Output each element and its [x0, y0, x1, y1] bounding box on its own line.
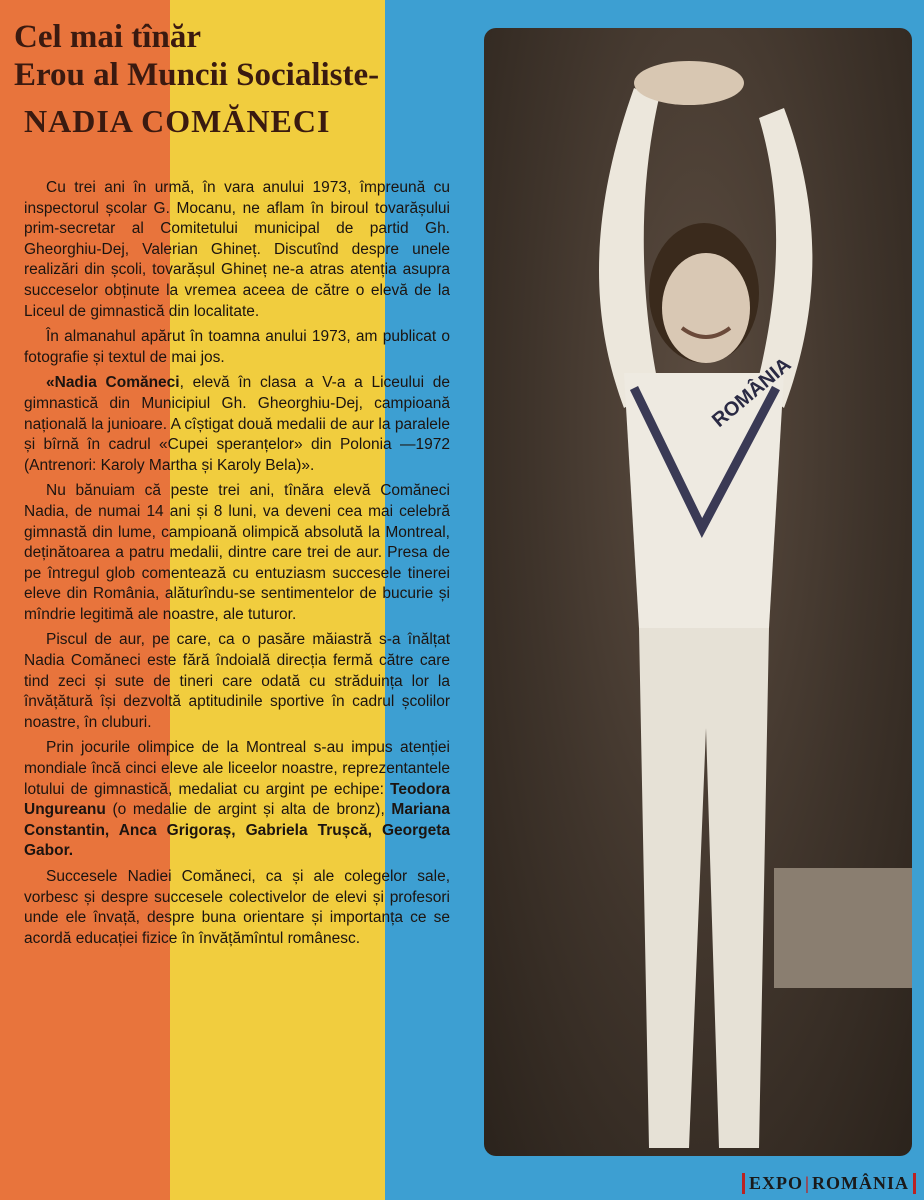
headline-name: NADIA COMĂNECI [24, 103, 331, 139]
paragraph-3-rest: , elevă în clasa a V-a a Liceului de gimnastică din Municipiul Gh. Gheorghiu-Dej, campioană națională la junioare. A cîștigat două medalii de aur la paralele și bîrnă în cadrul «Cupei speranțelor» din Polonia —1972 (Antrenori: Karoly Martha și Karoly Bela)». [24, 374, 450, 474]
paragraph-7: Succesele Nadiei Comăneci, ca și ale colegelor sale, vorbesc și despre succesele colectivelor de elevi și profesori unde ele învață, despre buna orientare și importanța ce se acordă educației fizice în învățămîntul românesc. [24, 868, 450, 947]
face [662, 253, 750, 363]
trousers [639, 628, 769, 1148]
paragraph-6-names: Mariana Constantin, Anca Grigoraș, Gabriela Trușcă, Georgeta Gabor. [24, 801, 450, 860]
logo-part-2: ROMÂNIA [812, 1173, 909, 1193]
logo-part-1: EXPO [749, 1173, 804, 1193]
paragraph-3-bold: «Nadia Comăneci [46, 374, 180, 392]
paragraph-6-mid: (o medalie de argint și alta de bronz), [105, 801, 392, 819]
paragraph-3 [24, 373, 450, 476]
gymnast-figure [484, 28, 912, 1156]
podium-block [774, 868, 912, 988]
hands [634, 61, 744, 105]
paragraph-4: Nu bănuiam că peste trei ani, tînăra elevă Comăneci Nadia, de numai 14 ani și 8 luni, va deveni cea mai celebră gimnastă din lume, campioană olimpică absolută la Montreal, deținătoarea a patru medalii, dintre care trei de aur. Presa de pe întregul glob comentează cu entuziasm succesele tinerei eleve din România, alăturîndu-se sentimentelor de bucurie și mîndrie legitimă ale noastre, ale tuturor. [24, 482, 450, 623]
paragraph-5: Piscul de aur, pe care, ca o pasăre măiastră s-a înălțat Nadia Comăneci este fără îndoială direcția fermă către care tind zeci și sute de tineri care odată cu străduința lor la învățătură își dezvoltă aptitudinile sportive în cadrul școlilor noastre, în cluburi. [24, 631, 450, 731]
headline [14, 18, 484, 140]
paragraph-6 [24, 738, 450, 862]
headline-line-2: Erou al Muncii Socialiste- [14, 57, 380, 93]
article-body [24, 178, 450, 954]
jacket-lettering: ROMÂNIA [708, 353, 796, 432]
paragraph-6-start: Prin jocurile olimpice de la Montreal s-au impus atenției mondiale încă cinci eleve ale liceelor noastre, reprezentantele lotului de gimnastică, medaliat cu argint pe echipe: [24, 739, 450, 798]
expo-romania-logo: EXPO | ROMÂNIA [742, 1173, 916, 1194]
left-arm [599, 88, 659, 408]
gymnast-photo [484, 28, 912, 1156]
paragraph-1: Cu trei ani în urmă, în vara anului 1973, împreună cu inspectorul școlar G. Mocanu, ne aflam în biroul tovarășului prim-secretar al Comitetului municipal de partid Gh. Gheorghiu-Dej, Valerian Ghineț. Discutînd despre unele realizări din școli, tovarășul Ghineț ne-a atras atenția asupra succeselor obținute la vremea aceea de către o elevă de la Liceul de gimnastică din localitate. [24, 179, 450, 320]
paragraph-6-name-1: Teodora Ungureanu [24, 780, 450, 819]
paragraph-2: În almanahul apărut în toamna anului 1973, am publicat o fotografie și textul de mai jos. [24, 328, 450, 366]
headline-line-1: Cel mai tînăr [14, 19, 201, 55]
